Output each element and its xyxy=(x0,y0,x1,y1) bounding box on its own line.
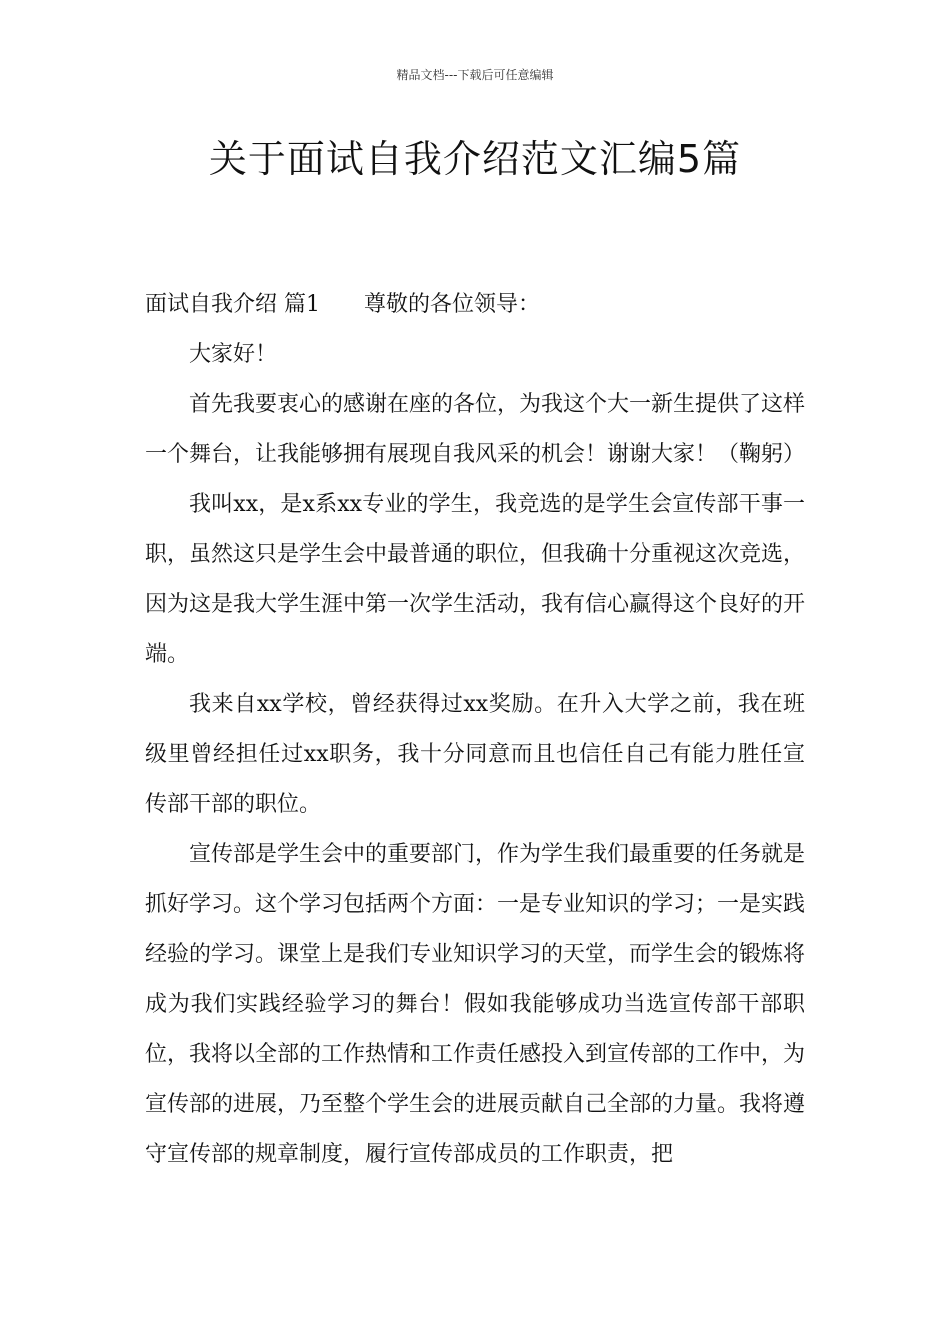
section-heading-line xyxy=(145,280,805,330)
paragraph-greeting: 大家好！ xyxy=(189,342,278,367)
section-label: 面试自我介绍 xyxy=(145,292,278,317)
paragraph-thanks: 首先我要衷心的感谢在座的各位，为我这个大一新生提供了这样一个舞台，让我能够拥有展现自我风采的机会！谢谢大家！（鞠躬） xyxy=(145,392,806,467)
paragraph-introduction: 我叫xx，是x系xx专业的学生，我竞选的是学生会宣传部干事一职，虽然这只是学生会中最普通的职位，但我确十分重视这次竞选，因为这是我大学生涯中第一次学生活动，我有信心赢得这个良好的开端。 xyxy=(145,492,806,667)
section-number: 篇1 xyxy=(284,292,321,317)
salutation: 尊敬的各位领导： xyxy=(364,292,541,317)
paragraph-department: 宣传部是学生会中的重要部门，作为学生我们最重要的任务就是抓好学习。这个学习包括两个方面：一是专业知识的学习；一是实践经验的学习。课堂上是我们专业知识学习的天堂，而学生会的锻炼将成为我们实践经验学习的舞台！假如我能够成功当选宣传部干部职位，我将以全部的工作热情和工作责任感投入到宣传部的工作中，为宣传部的进展，乃至整个学生会的进展贡献自己全部的力量。我将遵守宣传部的规章制度，履行宣传部成员的工作职责，把 xyxy=(145,842,806,1167)
paragraph-background: 我来自xx学校，曾经获得过xx奖励。在升入大学之前，我在班级里曾经担任过xx职务，我十分同意而且也信任自己有能力胜任宣传部干部的职位。 xyxy=(145,692,805,817)
document-title: 关于面试自我介绍范文汇编5篇 xyxy=(208,137,742,181)
document-body xyxy=(145,280,805,1180)
header-note: 精品文档---下载后可任意编辑 xyxy=(396,68,554,82)
